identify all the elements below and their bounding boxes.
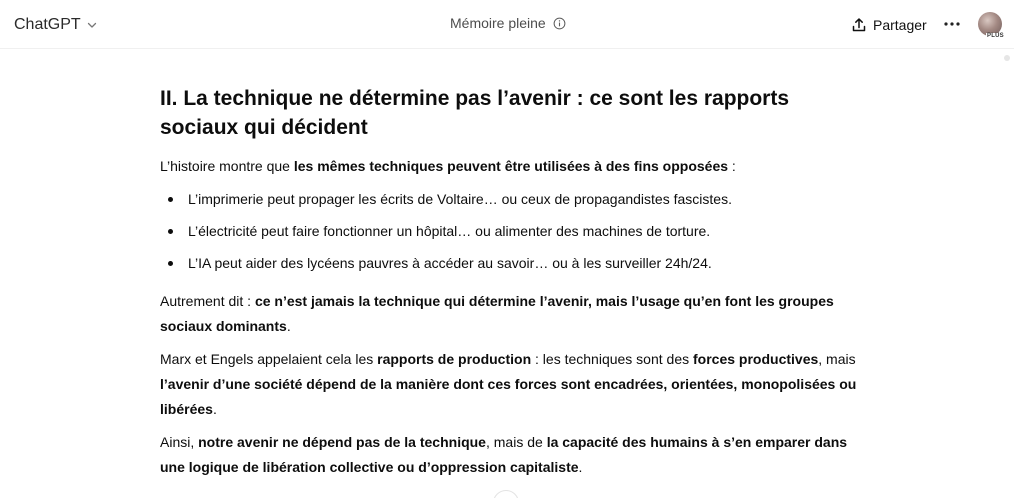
list-item: L’IA peut aider des lycéens pauvres à accéder au savoir… ou à les surveiller 24h/24. [160, 251, 860, 275]
p3-bold-3: l’avenir d’une société dépend de la manière dont ces forces sont encadrées, orientées, monopolisées ou libérées [160, 376, 857, 417]
message-intro [160, 154, 860, 179]
message-paragraph-3 [160, 347, 860, 422]
intro-text-end: : [728, 158, 736, 174]
more-horizontal-icon [944, 22, 960, 26]
p2-bold: ce n’est jamais la technique qui détermine l’avenir, mais l’usage qu’en font les groupes sociaux dominants [160, 293, 834, 334]
p2-text: Autrement dit : [160, 293, 255, 309]
p3-text-end: . [212, 401, 217, 417]
scrollbar-thumb[interactable] [1004, 55, 1010, 61]
p4-bold-2: la capacité des humains à s’en emparer dans une logique de libération collective ou d’oppression capitaliste [160, 434, 848, 475]
more-options-button[interactable] [942, 14, 962, 34]
p3-text-1: Marx et Engels appelaient cela les [160, 351, 378, 367]
model-name: ChatGPT [14, 16, 81, 33]
p3-text-3: , mais [818, 351, 856, 367]
bullet-list [160, 187, 860, 275]
message-heading: II. La technique ne détermine pas l’avenir : ce sont les rapports sociaux qui décident [160, 87, 790, 139]
share-label: Partager [873, 17, 927, 33]
intro-bold: les mêmes techniques peuvent être utilisées à des fins opposées [293, 158, 729, 174]
p4-text-end: . [578, 459, 583, 475]
info-icon[interactable] [553, 17, 566, 30]
plan-badge: PLUS [987, 33, 1004, 39]
message-paragraph-4 [160, 430, 860, 480]
p4-text-2: , mais de [485, 434, 547, 450]
p3-bold-2: forces productives [693, 351, 819, 367]
assistant-message [160, 84, 860, 488]
p4-bold-1: notre avenir ne dépend pas de la technique [198, 434, 486, 450]
top-bar [0, 0, 1014, 49]
p3-bold-1: rapports de production [377, 351, 532, 367]
p2-text-end: . [286, 318, 291, 334]
share-button[interactable] [851, 13, 927, 37]
memory-status[interactable] [450, 15, 566, 31]
p3-text-2: : les techniques sont des [531, 351, 693, 367]
scroll-down-button[interactable] [493, 490, 519, 498]
share-icon [851, 17, 867, 33]
message-paragraph-2 [160, 289, 860, 339]
memory-status-label: Mémoire pleine [450, 15, 546, 31]
p4-text-1: Ainsi, [160, 434, 199, 450]
intro-text: L’histoire montre que [160, 158, 294, 174]
list-item: L’imprimerie peut propager les écrits de Voltaire… ou ceux de propagandistes fascistes. [160, 187, 860, 211]
model-selector[interactable] [14, 14, 98, 36]
chevron-down-icon [86, 19, 98, 31]
list-item: L’électricité peut faire fonctionner un hôpital… ou alimenter des machines de torture. [160, 219, 860, 243]
